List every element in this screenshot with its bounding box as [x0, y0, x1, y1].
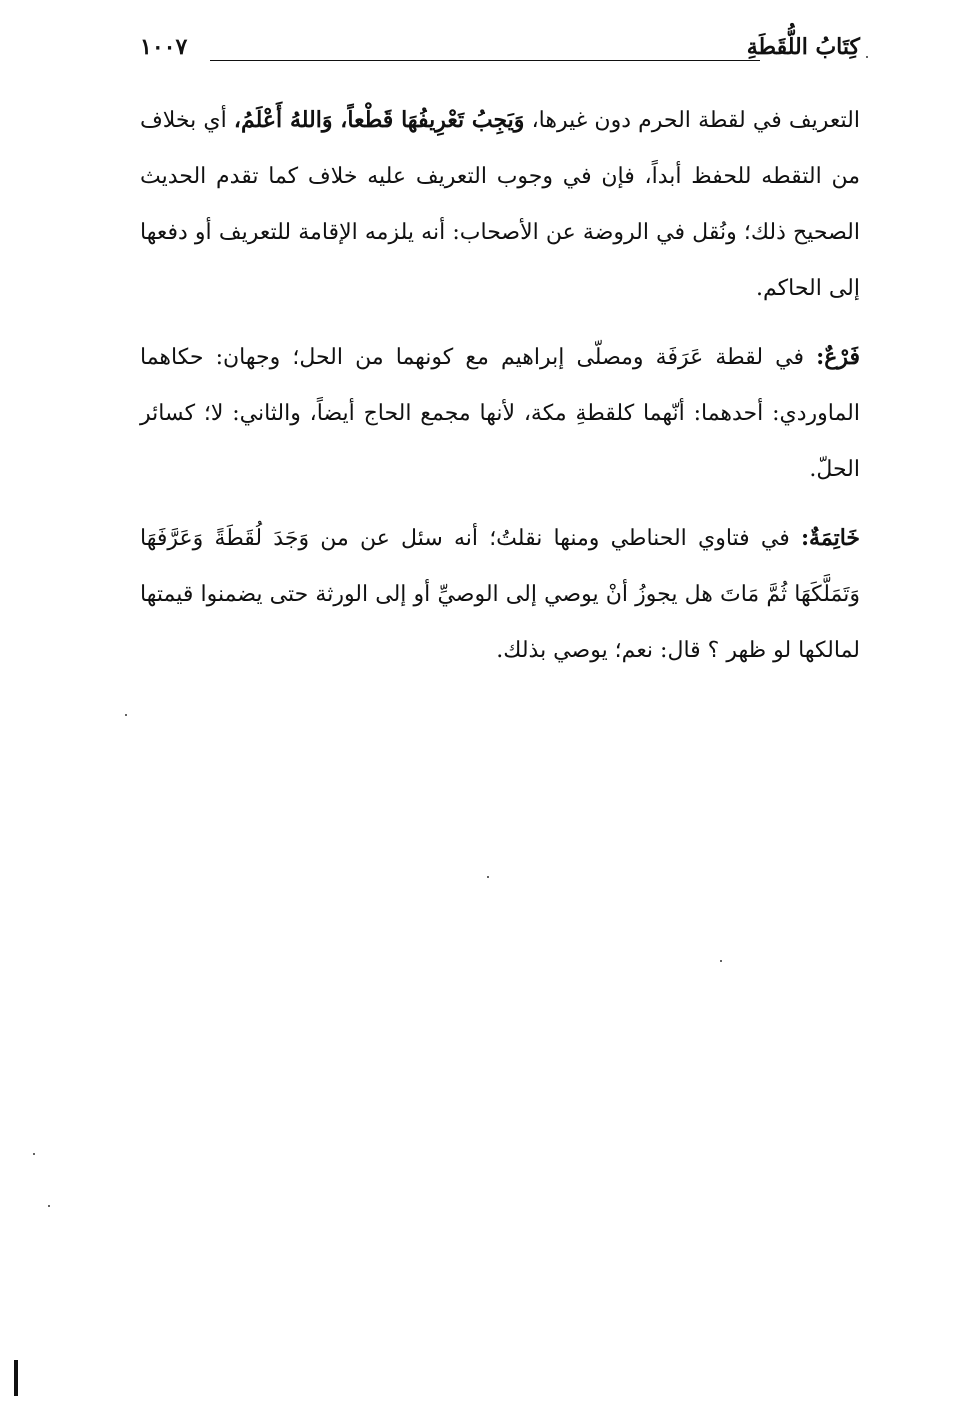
- scan-speck: [48, 1205, 50, 1207]
- paragraph-1: [140, 92, 860, 317]
- paragraph-3-text: في فتاوي الحناطي ومنها نقلتُ؛ أنه سئل عن من وَجَدَ لُقَطَةً وَعَرَّفَهَا وَتَمَلَّكَهَا ثُمَّ مَاتَ هل يجوزُ أنْ يوصي إلى الوصيِّ أو إلى الورثة حتى يضمنوا قيمتها لمالكها لو ظهر ؟ قال: نعم؛ يوصي بذلك.: [140, 526, 860, 663]
- chapter-title: كِتَابُ اللُّقَطَةِ: [746, 34, 860, 60]
- paragraph-1-commentary: أي بخلاف من التقطه للحفظ أبداً، فإن في وجوب التعريف عليه خلاف كما تقدم الحديث الصحيح ذلك؛ ونُقل في الروضة عن الأصحاب: أنه يلزمه الإقامة للتعريف أو دفعها إلى الحاكم.: [140, 108, 860, 301]
- page-header: [140, 30, 860, 70]
- paragraph-3: [140, 510, 860, 679]
- margin-mark: [14, 1360, 18, 1396]
- scan-speck: [720, 960, 722, 962]
- paragraph-1-text: التعريف في لقطة الحرم دون غيرها،: [524, 108, 860, 133]
- header-rule: [210, 60, 760, 61]
- scan-speck: [487, 876, 489, 878]
- paragraph-3-heading: خَاتِمَةٌ:: [800, 525, 860, 551]
- paragraph-2: [140, 329, 860, 498]
- scan-speck: [866, 56, 868, 58]
- page-number: ١٠٠٧: [140, 34, 188, 60]
- paragraph-2-heading: فَرْعٌ:: [816, 344, 860, 370]
- scan-speck: [33, 1153, 35, 1155]
- paragraph-2-text: في لقطة عَرَفَة ومصلّى إبراهيم مع كونهما من الحل؛ وجهان: حكاهما الماوردي: أحدهما: أنّهما كلقطةِ مكة، لأنها مجمع الحاج أيضاً، والثاني: لا؛ كسائر الحلّ.: [140, 345, 860, 482]
- scan-speck: [125, 714, 127, 716]
- page-body: [140, 92, 860, 691]
- paragraph-1-matn: وَيَجِبُ تَعْرِيفُهَا قَطْعاً، وَاللهُ أَعْلَمُ،: [233, 107, 525, 133]
